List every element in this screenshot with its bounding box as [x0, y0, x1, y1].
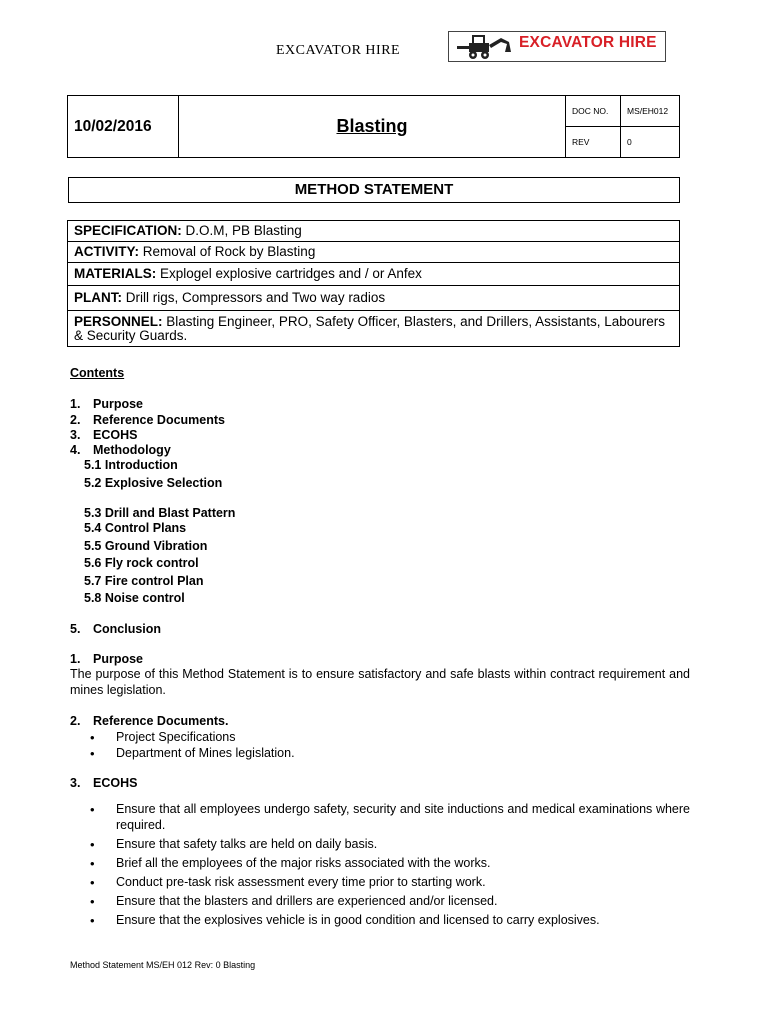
- contents-subitem: 5.6 Fly rock control: [84, 556, 199, 570]
- item-label: Methodology: [93, 443, 171, 457]
- reference-heading: [70, 714, 228, 730]
- personnel-label: PERSONNEL:: [74, 313, 163, 329]
- bullet-text: • Ensure that the blasters and drillers are experienced and/or licensed.: [116, 894, 498, 908]
- item-number: 2.: [70, 413, 81, 427]
- reference-bullet: [91, 730, 690, 746]
- ecohs-bullet: [91, 856, 690, 872]
- section-number: 1.: [70, 652, 81, 666]
- section-title: Reference Documents.: [93, 714, 229, 728]
- page-footer: Method Statement MS/EH 012 Rev: 0 Blasting: [70, 960, 256, 970]
- rev-value: 0: [621, 127, 680, 158]
- bullet-text: • Ensure that safety talks are held on daily basis.: [116, 837, 378, 851]
- rev-label: REV: [566, 127, 621, 158]
- contents-subitem: 5.7 Fire control Plan: [84, 574, 204, 588]
- excavator-icon: [453, 34, 517, 60]
- ecohs-bullet: [91, 837, 690, 853]
- item-label: Purpose: [93, 397, 144, 411]
- reference-bullet: [91, 746, 690, 762]
- bullet-text: • Ensure that the explosives vehicle is in good condition and licensed to carry explosives.: [116, 913, 600, 927]
- contents-subitem: 5.4 Control Plans: [84, 521, 187, 535]
- contents-subitem: 5.1 Introduction: [84, 458, 178, 472]
- specification-row: [68, 221, 680, 242]
- materials-value: Explogel explosive cartridges and / or Anfex: [156, 266, 422, 281]
- bullet-text: • Department of Mines legislation.: [116, 746, 295, 760]
- contents-item: [70, 413, 225, 429]
- specification-table: [67, 220, 680, 347]
- contents-subitem: 5.5 Ground Vibration: [84, 539, 208, 553]
- bullet-text: • Ensure that all employees undergo safety, security and site inductions and medical examinations where required.: [116, 802, 690, 832]
- plant-label: PLANT:: [74, 290, 122, 305]
- contents-subitem: 5.8 Noise control: [84, 591, 185, 605]
- doc-no-label: DOC NO.: [566, 96, 621, 127]
- contents-item: [70, 428, 137, 444]
- personnel-row: [68, 311, 680, 347]
- company-logo: [448, 31, 666, 62]
- item-number: 3.: [70, 428, 81, 442]
- item-label: ECOHS: [93, 428, 138, 442]
- specification-value: D.O.M, PB Blasting: [181, 223, 302, 238]
- specification-label: SPECIFICATION:: [74, 223, 182, 238]
- item-number: 5.: [70, 622, 81, 636]
- contents-item: [70, 622, 161, 638]
- plant-row: [68, 286, 680, 311]
- document-date: 10/02/2016: [68, 96, 179, 158]
- ecohs-heading: [70, 776, 137, 792]
- section-number: 3.: [70, 776, 81, 790]
- contents-subitem: 5.2 Explosive Selection: [84, 476, 223, 490]
- bullet-text: • Conduct pre-task risk assessment every time prior to starting work.: [116, 875, 486, 889]
- purpose-heading: [70, 652, 143, 668]
- item-label: Reference Documents: [93, 413, 225, 427]
- section-title: Purpose: [93, 652, 144, 666]
- purpose-text: The purpose of this Method Statement is to ensure satisfactory and safe blasts within contract requirement and mines legislation.: [70, 667, 690, 697]
- item-label: Conclusion: [93, 622, 162, 636]
- section-title: ECOHS: [93, 776, 138, 790]
- materials-label: MATERIALS:: [74, 266, 157, 281]
- document-title: Blasting: [179, 96, 566, 158]
- plant-value: Drill rigs, Compressors and Two way radios: [122, 290, 386, 305]
- personnel-value: Blasting Engineer, PRO, Safety Officer, Blasters, and Drillers, Assistants, Labourers & Security Guards.: [74, 313, 665, 343]
- doc-no-value: MS/EH012: [621, 96, 680, 127]
- activity-row: [68, 242, 680, 263]
- bullet-text: • Project Specifications: [116, 730, 236, 744]
- activity-value: Removal of Rock by Blasting: [139, 244, 316, 259]
- item-number: 4.: [70, 443, 81, 457]
- method-statement-heading: METHOD STATEMENT: [68, 177, 680, 203]
- ecohs-bullet: [91, 875, 690, 891]
- item-number: 1.: [70, 397, 81, 411]
- company-name: EXCAVATOR HIRE: [276, 43, 401, 58]
- document-info-table: [67, 95, 680, 158]
- materials-row: [68, 263, 680, 286]
- bullet-text: • Brief all the employees of the major risks associated with the works.: [116, 856, 491, 870]
- contents-item: [70, 443, 171, 459]
- activity-label: ACTIVITY:: [74, 244, 139, 259]
- ecohs-bullet: [91, 913, 690, 929]
- contents-item: [70, 397, 143, 413]
- logo-text: EXCAVATOR HIRE: [519, 34, 657, 51]
- ecohs-bullet: [91, 802, 690, 833]
- section-number: 2.: [70, 714, 81, 728]
- contents-heading: Contents: [70, 366, 125, 380]
- ecohs-bullet: [91, 894, 690, 910]
- contents-subitem: 5.3 Drill and Blast Pattern: [84, 506, 236, 520]
